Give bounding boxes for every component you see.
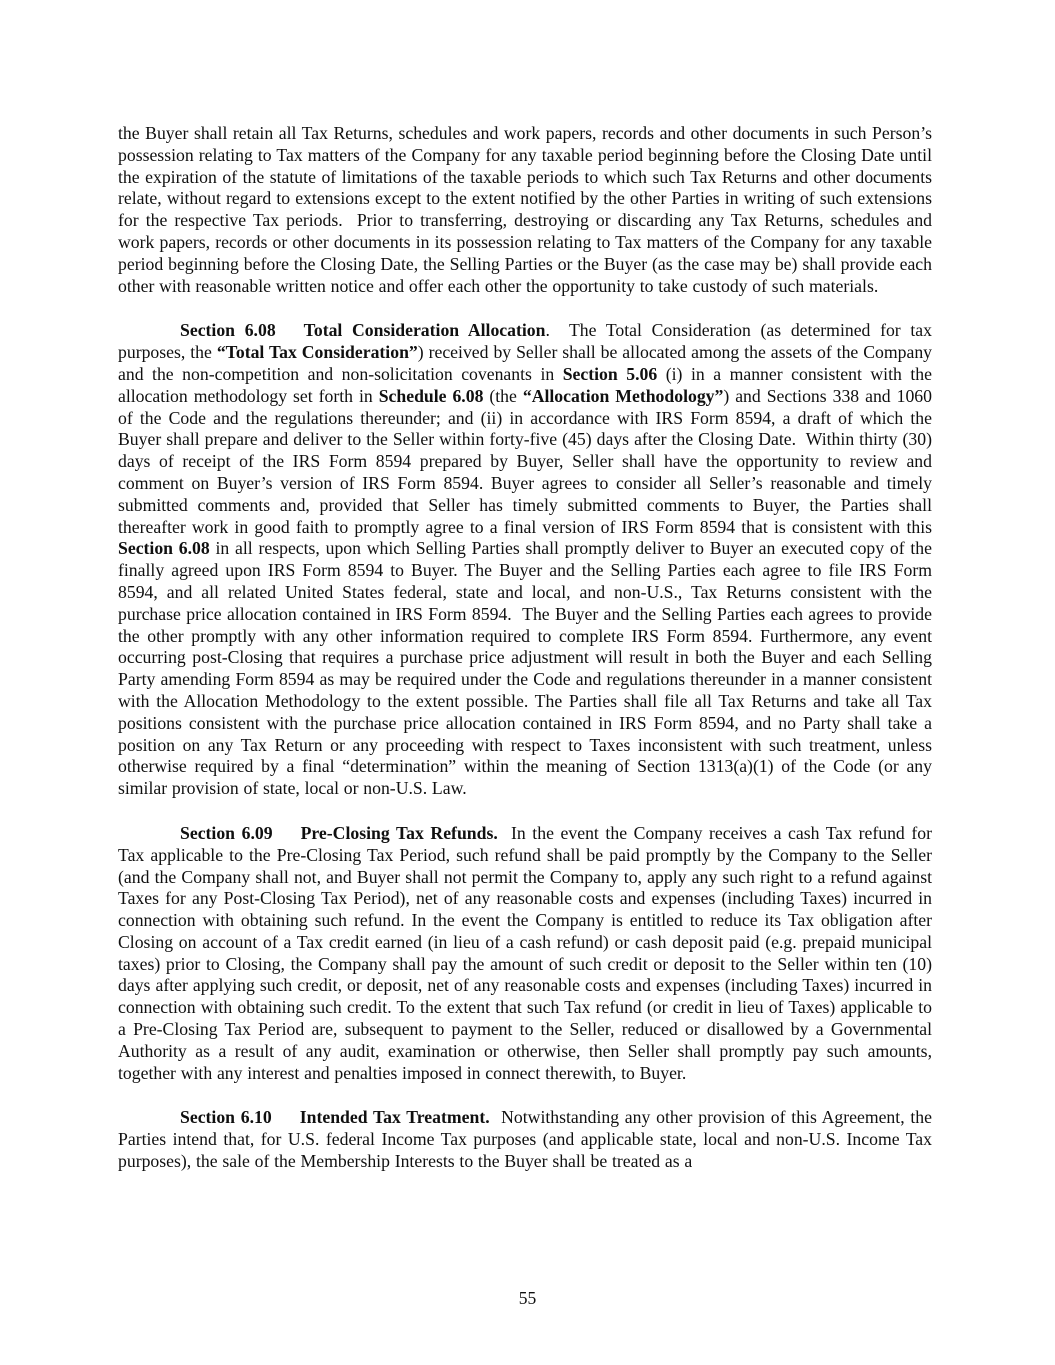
paragraph-section-6-09 [118, 823, 932, 1085]
bold-text-run: “Allocation Methodology” [522, 385, 724, 406]
bold-text-run: Schedule 6.08 [378, 385, 484, 406]
bold-text-run: Section 6.10 [180, 1107, 272, 1128]
bold-text-run: Section 5.06 [562, 363, 658, 384]
bold-text-run: “Total Tax Consideration” [216, 342, 418, 363]
text-run: . The Total Consideration (as determined for tax purposes, the [118, 320, 932, 363]
bold-text-run: Intended Tax Treatment. [299, 1107, 490, 1128]
bold-text-run: Section 6.08 [118, 538, 210, 559]
text-run: (i) in a manner consistent with the allocation methodology set forth in [118, 363, 932, 406]
paragraph-section-6-08 [118, 320, 932, 800]
bold-text-run: Pre-Closing Tax Refunds. [300, 822, 498, 843]
text-run: in all respects, upon which Selling Parties shall promptly deliver to Buyer an executed copy of the finally agreed upon IRS Form 8594 to Buyer. The Buyer and the Selling Parties each agree to file IRS Form 8594, and all related United States federal, state and local, and non-U.S., Tax Returns consistent with the purchase price allocation contained in IRS Form 8594. The Buyer and the Selling Parties each agrees to provide the other promptly with any other information required to complete IRS Form 8594. Furthermore, any event occurring post-Closing that requires a purchase price adjustment will result in both the Buyer and each Selling Party amending Form 8594 as may be required under the Code and regulations thereunder in a manner consistent with the Allocation Methodology to the extent possible. The Parties shall file all Tax Returns and take all Tax positions consistent with the purchase price allocation contained in IRS Form 8594, and no Party shall take a position on any Tax Return or any proceeding with respect to Taxes inconsistent with such treatment, unless otherwise required by a final “determination” within the meaning of Section 1313(a)(1) of the Code (or any similar provision of state, local or non-U.S. Law. [118, 538, 932, 799]
text-run: (the [483, 385, 523, 406]
document-body [118, 123, 932, 1173]
text-run: Notwithstanding any other provision of this Agreement, the Parties intend that, for U.S. federal Income Tax purposes (and applicable state, local and non-U.S. Income Tax purposes), the sale of the Membership Interests to the Buyer shall be treated as a [118, 1107, 932, 1172]
bold-text-run: Section 6.09 [180, 822, 273, 843]
text-run: ) and Sections 338 and 1060 of the Code and the regulations thereunder; and (ii) in accordance with IRS Form 8594, a draft of which the Buyer shall prepare and deliver to the Seller within forty-five (45) days after the Closing Date. Within thirty (30) days of receipt of the IRS Form 8594 prepared by Buyer, Seller shall have the opportunity to review and comment on Buyer’s version of IRS Form 8594. Buyer agrees to consider all Seller’s reasonable and timely submitted comments and, provided that Seller has timely submitted comments to Buyer, the Parties shall thereafter work in good faith to promptly agree to a final version of IRS Form 8594 that is consistent with this [118, 385, 932, 537]
paragraph-tax-records-continuation [118, 123, 932, 297]
paragraph-section-6-10 [118, 1107, 932, 1172]
text-run: ) received by Seller shall be allocated among the assets of the Company and the non-competition and non-solicitation covenants in [118, 342, 933, 384]
text-run: the Buyer shall retain all Tax Returns, schedules and work papers, records and other documents in such Person’s possession relating to Tax matters of the Company for any taxable period beginning before the Closing Date until the expiration of the statute of limitations of the taxable periods to which such Tax Returns and other documents relate, without regard to extensions except to the extent notified by the other Parties in writing of such extensions for the respective Tax periods. Prior to transferring, destroying or discarding any Tax Returns, schedules and work papers, records or other documents in its possession relating to Tax matters of the Company for any taxable period beginning before the Closing Date, the Selling Parties or the Buyer (as the case may be) shall provide each other with reasonable written notice and offer each other the opportunity to take custody of such materials. [118, 123, 932, 296]
page-number: 55 [518, 1288, 537, 1308]
bold-text-run: Total Consideration Allocation [303, 320, 546, 341]
bold-text-run: Section 6.08 [180, 320, 276, 341]
text-run: In the event the Company receives a cash Tax refund for Tax applicable to the Pre-Closing Tax Period, such refund shall be paid promptly by the Company to the Seller (and the Company shall not, and Buyer shall not permit the Company to, apply any such right to a refund against Taxes for any Post-Closing Tax Period), net of any reasonable costs and expenses (including Taxes) incurred in connection with obtaining such refund. In the event the Company is entitled to reduce its Tax obligation after Closing on account of a Tax credit earned (in lieu of a cash refund) or cash deposit paid (e.g. prepaid municipal taxes) prior to Closing, the Company shall pay the amount of such credit or deposit to the Seller within ten (10) days after applying such credit, or deposit, net of any reasonable costs and expenses (including Taxes) incurred in connection with obtaining such credit. To the extent that such Tax refund (or credit in lieu of Taxes) applicable to a Pre-Closing Tax Period are, subsequent to payment to the Seller, reduced or disallowed by a Governmental Authority as a result of any audit, examination or otherwise, then Seller shall promptly pay such amounts, together with any interest and penalties imposed in connect therewith, to Buyer. [118, 822, 932, 1083]
